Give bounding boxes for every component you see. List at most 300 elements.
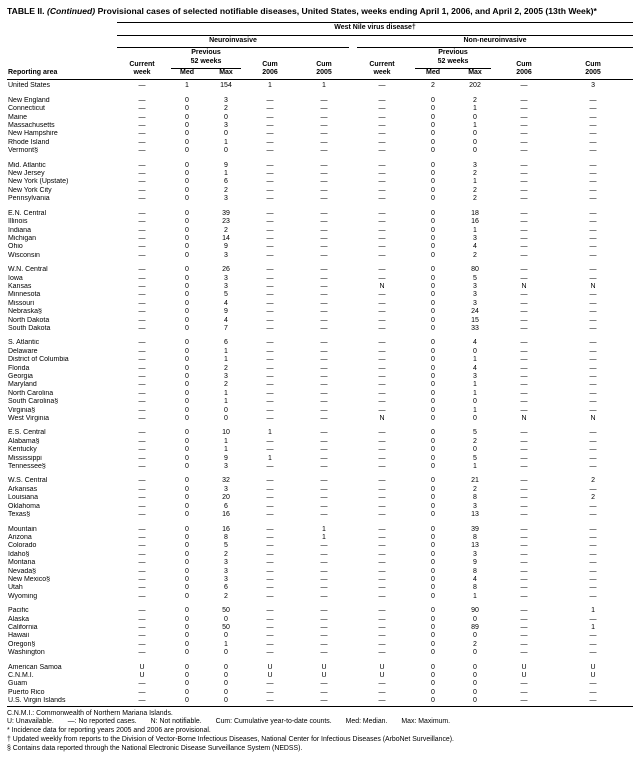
value-cell: 1 bbox=[224, 398, 228, 406]
value-cell: — bbox=[589, 347, 597, 355]
value-cell: — bbox=[589, 389, 597, 397]
table-row bbox=[7, 689, 633, 697]
value-cell: 0 bbox=[431, 170, 435, 178]
value-cell: N bbox=[379, 415, 385, 423]
value-cell: 6 bbox=[224, 584, 228, 592]
value-cell: 0 bbox=[224, 615, 228, 623]
value-cell: 5 bbox=[224, 291, 228, 299]
value-cell: 3 bbox=[473, 550, 477, 558]
legend-item: U: Unavailable. bbox=[7, 718, 54, 726]
value-cell: — bbox=[589, 398, 597, 406]
table-row bbox=[7, 551, 633, 559]
legend-item: N: Not notifiable. bbox=[150, 718, 202, 726]
value-cell: 0 bbox=[185, 161, 189, 169]
value-cell: — bbox=[520, 632, 528, 640]
value-cell: 0 bbox=[185, 243, 189, 251]
value-cell: — bbox=[320, 502, 328, 510]
reporting-area-cell: Tennessee§ bbox=[8, 463, 46, 471]
value-cell: U bbox=[521, 672, 527, 680]
reporting-area-cell: E.N. Central bbox=[8, 209, 47, 217]
value-cell: — bbox=[320, 324, 328, 332]
value-cell: 0 bbox=[185, 147, 189, 155]
value-cell: 0 bbox=[431, 234, 435, 242]
value-cell: 24 bbox=[471, 308, 479, 316]
value-cell: 4 bbox=[473, 339, 477, 347]
value-cell: — bbox=[320, 437, 328, 445]
reporting-area-cell: New England bbox=[8, 96, 50, 104]
value-cell: — bbox=[378, 186, 386, 194]
value-cell: — bbox=[138, 251, 146, 259]
reporting-area-cell: New Mexico§ bbox=[8, 575, 51, 583]
value-cell: N bbox=[379, 282, 385, 290]
value-cell: N bbox=[590, 415, 596, 423]
table-title-label: TABLE II. bbox=[7, 6, 45, 16]
value-cell: — bbox=[589, 688, 597, 696]
value-cell: — bbox=[138, 559, 146, 567]
reporting-area-cell: Maryland bbox=[8, 381, 37, 389]
value-cell: — bbox=[520, 251, 528, 259]
value-cell: 0 bbox=[431, 373, 435, 381]
value-cell: — bbox=[520, 356, 528, 364]
value-cell: — bbox=[378, 640, 386, 648]
reporting-area-cell: California bbox=[8, 623, 38, 631]
value-cell: — bbox=[378, 680, 386, 688]
table-row bbox=[7, 80, 633, 91]
value-cell: 3 bbox=[473, 161, 477, 169]
value-cell: 2 bbox=[224, 364, 228, 372]
value-cell: — bbox=[378, 623, 386, 631]
table-row bbox=[7, 398, 633, 406]
value-cell: 0 bbox=[185, 406, 189, 414]
value-cell: — bbox=[138, 680, 146, 688]
reporting-area-cell: Florida bbox=[8, 364, 30, 372]
value-cell: — bbox=[266, 615, 274, 623]
value-cell: — bbox=[378, 525, 386, 533]
value-cell: — bbox=[320, 463, 328, 471]
value-cell: — bbox=[589, 130, 597, 138]
value-cell: — bbox=[589, 680, 597, 688]
table-row bbox=[7, 218, 633, 226]
value-cell: — bbox=[520, 437, 528, 445]
table-row bbox=[7, 486, 633, 494]
value-cell: 0 bbox=[431, 398, 435, 406]
value-cell: — bbox=[138, 525, 146, 533]
value-cell: 0 bbox=[185, 316, 189, 324]
value-cell: — bbox=[378, 122, 386, 130]
value-cell: — bbox=[589, 373, 597, 381]
value-cell: 32 bbox=[222, 477, 230, 485]
value-cell: 23 bbox=[222, 218, 230, 226]
value-cell: — bbox=[320, 389, 328, 397]
value-cell: — bbox=[266, 195, 274, 203]
value-cell: — bbox=[378, 324, 386, 332]
reporting-area-cell: Indiana bbox=[8, 226, 31, 234]
value-cell: 0 bbox=[185, 446, 189, 454]
value-cell: 2 bbox=[473, 437, 477, 445]
cum-2005-header: 2005 bbox=[295, 69, 353, 80]
value-cell: 0 bbox=[473, 415, 477, 423]
value-cell: 0 bbox=[185, 415, 189, 423]
value-cell: — bbox=[138, 308, 146, 316]
value-cell: 1 bbox=[268, 429, 272, 437]
value-cell: 3 bbox=[473, 234, 477, 242]
value-cell: — bbox=[266, 356, 274, 364]
value-cell: — bbox=[266, 567, 274, 575]
value-cell: 202 bbox=[469, 82, 481, 90]
spacer-cell bbox=[495, 48, 633, 57]
table-row bbox=[7, 664, 633, 672]
value-cell: — bbox=[320, 454, 328, 462]
reporting-area-cell: Rhode Island bbox=[8, 138, 50, 146]
value-cell: — bbox=[320, 485, 328, 493]
value-cell: 0 bbox=[185, 209, 189, 217]
value-cell: — bbox=[320, 649, 328, 657]
value-cell: — bbox=[378, 218, 386, 226]
value-cell: 0 bbox=[185, 463, 189, 471]
value-cell: — bbox=[589, 195, 597, 203]
value-cell: — bbox=[378, 381, 386, 389]
value-cell: 2 bbox=[224, 381, 228, 389]
value-cell: 0 bbox=[185, 299, 189, 307]
value-cell: — bbox=[320, 364, 328, 372]
value-cell: U bbox=[590, 672, 596, 680]
value-cell: 0 bbox=[473, 130, 477, 138]
value-cell: 39 bbox=[222, 209, 230, 217]
value-cell: — bbox=[589, 299, 597, 307]
value-cell: 3 bbox=[224, 559, 228, 567]
value-cell: 3 bbox=[473, 299, 477, 307]
value-cell: — bbox=[520, 485, 528, 493]
value-cell: — bbox=[138, 389, 146, 397]
value-cell: — bbox=[266, 234, 274, 242]
value-cell: 0 bbox=[185, 381, 189, 389]
value-cell: — bbox=[589, 697, 597, 705]
reporting-area-cell: United States bbox=[8, 82, 51, 90]
value-cell: 0 bbox=[431, 324, 435, 332]
value-cell: — bbox=[378, 533, 386, 541]
value-cell: 0 bbox=[431, 130, 435, 138]
value-cell: — bbox=[320, 477, 328, 485]
table-row bbox=[7, 325, 633, 333]
value-cell: — bbox=[138, 170, 146, 178]
value-cell: 0 bbox=[185, 389, 189, 397]
value-cell: — bbox=[320, 347, 328, 355]
value-cell: U bbox=[379, 672, 385, 680]
value-cell: 0 bbox=[185, 364, 189, 372]
value-cell: — bbox=[589, 316, 597, 324]
value-cell: N bbox=[521, 415, 527, 423]
value-cell: — bbox=[520, 542, 528, 550]
value-cell: 0 bbox=[185, 437, 189, 445]
value-cell: — bbox=[320, 623, 328, 631]
value-cell: — bbox=[520, 324, 528, 332]
value-cell: — bbox=[520, 161, 528, 169]
value-cell: — bbox=[266, 632, 274, 640]
value-cell: 0 bbox=[431, 477, 435, 485]
value-cell: 2 bbox=[224, 592, 228, 600]
reporting-area-cell: Alabama§ bbox=[8, 437, 40, 445]
legend-item: —: No reported cases. bbox=[67, 718, 137, 726]
value-cell: — bbox=[138, 347, 146, 355]
value-cell: — bbox=[378, 178, 386, 186]
value-cell: — bbox=[589, 485, 597, 493]
value-cell: 0 bbox=[224, 130, 228, 138]
table-row bbox=[7, 641, 633, 649]
reporting-area-cell: Virginia§ bbox=[8, 406, 36, 414]
value-cell: 89 bbox=[471, 623, 479, 631]
value-cell: 0 bbox=[185, 226, 189, 234]
value-cell: 0 bbox=[431, 485, 435, 493]
value-cell: — bbox=[266, 533, 274, 541]
value-cell: 0 bbox=[185, 575, 189, 583]
table-row bbox=[7, 252, 633, 260]
value-cell: — bbox=[266, 680, 274, 688]
value-cell: 18 bbox=[471, 209, 479, 217]
reporting-area-cell: Nevada§ bbox=[8, 567, 37, 575]
value-cell: 1 bbox=[473, 122, 477, 130]
value-cell: — bbox=[378, 559, 386, 567]
value-cell: 154 bbox=[220, 82, 232, 90]
header-row-disease bbox=[7, 23, 633, 36]
value-cell: — bbox=[589, 584, 597, 592]
value-cell: — bbox=[138, 381, 146, 389]
value-cell: — bbox=[589, 640, 597, 648]
value-cell: — bbox=[378, 96, 386, 104]
value-cell: 0 bbox=[185, 623, 189, 631]
reporting-area-cell: W.S. Central bbox=[8, 477, 48, 485]
value-cell: 20 bbox=[222, 494, 230, 502]
value-cell: — bbox=[589, 209, 597, 217]
value-cell: 1 bbox=[224, 356, 228, 364]
value-cell: — bbox=[266, 308, 274, 316]
table-row bbox=[7, 283, 633, 291]
value-cell: — bbox=[520, 266, 528, 274]
value-cell: — bbox=[320, 406, 328, 414]
value-cell: — bbox=[320, 607, 328, 615]
value-cell: — bbox=[520, 138, 528, 146]
spacer-cell bbox=[117, 48, 167, 57]
value-cell: — bbox=[520, 680, 528, 688]
value-cell: 0 bbox=[431, 251, 435, 259]
value-cell: — bbox=[320, 550, 328, 558]
value-cell: — bbox=[266, 138, 274, 146]
value-cell: 0 bbox=[431, 113, 435, 121]
value-cell: 0 bbox=[431, 96, 435, 104]
value-cell: — bbox=[320, 130, 328, 138]
value-cell: 0 bbox=[185, 525, 189, 533]
value-cell: — bbox=[378, 502, 386, 510]
value-cell: — bbox=[320, 567, 328, 575]
value-cell: — bbox=[266, 291, 274, 299]
value-cell: — bbox=[138, 511, 146, 519]
value-cell: — bbox=[378, 437, 386, 445]
value-cell: — bbox=[320, 113, 328, 121]
value-cell: — bbox=[320, 209, 328, 217]
value-cell: 0 bbox=[185, 454, 189, 462]
value-cell: — bbox=[378, 511, 386, 519]
value-cell: 0 bbox=[185, 663, 189, 671]
value-cell: 0 bbox=[431, 389, 435, 397]
value-cell: 0 bbox=[473, 347, 477, 355]
value-cell: — bbox=[589, 575, 597, 583]
table-row bbox=[7, 511, 633, 519]
value-cell: — bbox=[266, 623, 274, 631]
value-cell: 0 bbox=[185, 429, 189, 437]
reporting-area-cell: Colorado bbox=[8, 542, 37, 550]
value-cell: — bbox=[378, 398, 386, 406]
value-cell: 0 bbox=[224, 680, 228, 688]
value-cell: — bbox=[378, 161, 386, 169]
med-header: Med bbox=[411, 69, 455, 80]
value-cell: — bbox=[266, 607, 274, 615]
value-cell: — bbox=[589, 138, 597, 146]
previous-52-weeks-header bbox=[411, 57, 495, 69]
value-cell: — bbox=[320, 592, 328, 600]
table-row bbox=[7, 178, 633, 186]
reporting-area-cell: Puerto Rico bbox=[8, 688, 45, 696]
value-cell: 2 bbox=[473, 195, 477, 203]
value-cell: 0 bbox=[185, 218, 189, 226]
value-cell: 0 bbox=[473, 688, 477, 696]
value-cell: N bbox=[590, 282, 596, 290]
value-cell: — bbox=[138, 274, 146, 282]
value-cell: 3 bbox=[224, 463, 228, 471]
cum-2006-header: 2006 bbox=[245, 69, 295, 80]
value-cell: — bbox=[378, 607, 386, 615]
value-cell: — bbox=[589, 356, 597, 364]
value-cell: — bbox=[266, 274, 274, 282]
value-cell: 1 bbox=[268, 82, 272, 90]
value-cell: 2 bbox=[224, 226, 228, 234]
current-week-header: week bbox=[353, 69, 411, 80]
reporting-area-cell: Guam bbox=[8, 680, 28, 688]
value-cell: 1 bbox=[473, 381, 477, 389]
value-cell: — bbox=[378, 209, 386, 217]
value-cell: — bbox=[378, 234, 386, 242]
value-cell: 0 bbox=[185, 592, 189, 600]
reporting-area-cell: Iowa bbox=[8, 274, 23, 282]
value-cell: — bbox=[266, 584, 274, 592]
value-cell: 15 bbox=[471, 316, 479, 324]
table-row bbox=[7, 130, 633, 138]
value-cell: 9 bbox=[473, 559, 477, 567]
value-cell: 13 bbox=[471, 511, 479, 519]
value-cell: — bbox=[378, 251, 386, 259]
value-cell: — bbox=[138, 550, 146, 558]
value-cell: 21 bbox=[471, 477, 479, 485]
value-cell: — bbox=[320, 218, 328, 226]
value-cell: 16 bbox=[222, 525, 230, 533]
value-cell: — bbox=[138, 105, 146, 113]
value-cell: — bbox=[520, 640, 528, 648]
value-cell: 1 bbox=[322, 82, 326, 90]
value-cell: — bbox=[520, 533, 528, 541]
value-cell: 0 bbox=[431, 697, 435, 705]
value-cell: 1 bbox=[473, 356, 477, 364]
value-cell: — bbox=[138, 615, 146, 623]
table-row bbox=[7, 356, 633, 364]
value-cell: — bbox=[320, 170, 328, 178]
value-cell: — bbox=[320, 138, 328, 146]
value-cell: — bbox=[378, 477, 386, 485]
value-cell: 0 bbox=[431, 356, 435, 364]
value-cell: 0 bbox=[431, 266, 435, 274]
value-cell: 0 bbox=[431, 632, 435, 640]
value-cell: 2 bbox=[473, 96, 477, 104]
value-cell: 0 bbox=[185, 113, 189, 121]
reporting-area-cell: Utah bbox=[8, 584, 23, 592]
reporting-area-cell: Texas§ bbox=[8, 511, 31, 519]
value-cell: 0 bbox=[473, 147, 477, 155]
reporting-area-cell: S. Atlantic bbox=[8, 339, 40, 347]
table-row bbox=[7, 266, 633, 274]
reporting-area-cell: New York City bbox=[8, 186, 52, 194]
value-cell: 0 bbox=[431, 437, 435, 445]
table-title bbox=[7, 6, 633, 17]
disease-header bbox=[117, 23, 633, 36]
value-cell: 1 bbox=[473, 226, 477, 234]
value-cell: — bbox=[138, 454, 146, 462]
value-cell: 0 bbox=[185, 688, 189, 696]
value-cell: 0 bbox=[431, 291, 435, 299]
value-cell: — bbox=[138, 575, 146, 583]
value-cell: — bbox=[266, 299, 274, 307]
value-cell: — bbox=[378, 542, 386, 550]
value-cell: — bbox=[138, 324, 146, 332]
value-cell: — bbox=[320, 494, 328, 502]
value-cell: 90 bbox=[471, 607, 479, 615]
value-cell: 0 bbox=[185, 308, 189, 316]
value-cell: 0 bbox=[185, 550, 189, 558]
value-cell: 0 bbox=[431, 575, 435, 583]
reporting-area-cell: Mountain bbox=[8, 525, 37, 533]
value-cell: — bbox=[589, 446, 597, 454]
table-row bbox=[7, 147, 633, 155]
value-cell: — bbox=[138, 533, 146, 541]
value-cell: — bbox=[378, 274, 386, 282]
value-cell: — bbox=[589, 463, 597, 471]
value-cell: 3 bbox=[224, 373, 228, 381]
value-cell: 0 bbox=[224, 697, 228, 705]
value-cell: — bbox=[138, 429, 146, 437]
value-cell: — bbox=[589, 218, 597, 226]
value-cell: 3 bbox=[224, 251, 228, 259]
value-cell: 1 bbox=[224, 437, 228, 445]
value-cell: — bbox=[520, 429, 528, 437]
value-cell: — bbox=[320, 575, 328, 583]
value-cell: — bbox=[589, 96, 597, 104]
value-cell: 26 bbox=[222, 266, 230, 274]
value-cell: — bbox=[520, 234, 528, 242]
value-cell: — bbox=[138, 364, 146, 372]
value-cell: 0 bbox=[185, 178, 189, 186]
value-cell: 0 bbox=[431, 502, 435, 510]
value-cell: — bbox=[138, 178, 146, 186]
value-cell: — bbox=[266, 502, 274, 510]
table-row bbox=[7, 339, 633, 347]
value-cell: 3 bbox=[473, 373, 477, 381]
value-cell: — bbox=[589, 632, 597, 640]
value-cell: — bbox=[520, 575, 528, 583]
value-cell: — bbox=[138, 218, 146, 226]
table-header bbox=[7, 23, 633, 80]
value-cell: — bbox=[266, 364, 274, 372]
value-cell: U bbox=[267, 672, 273, 680]
value-cell: — bbox=[266, 122, 274, 130]
value-cell: 1 bbox=[473, 406, 477, 414]
value-cell: — bbox=[589, 339, 597, 347]
table-row bbox=[7, 348, 633, 356]
